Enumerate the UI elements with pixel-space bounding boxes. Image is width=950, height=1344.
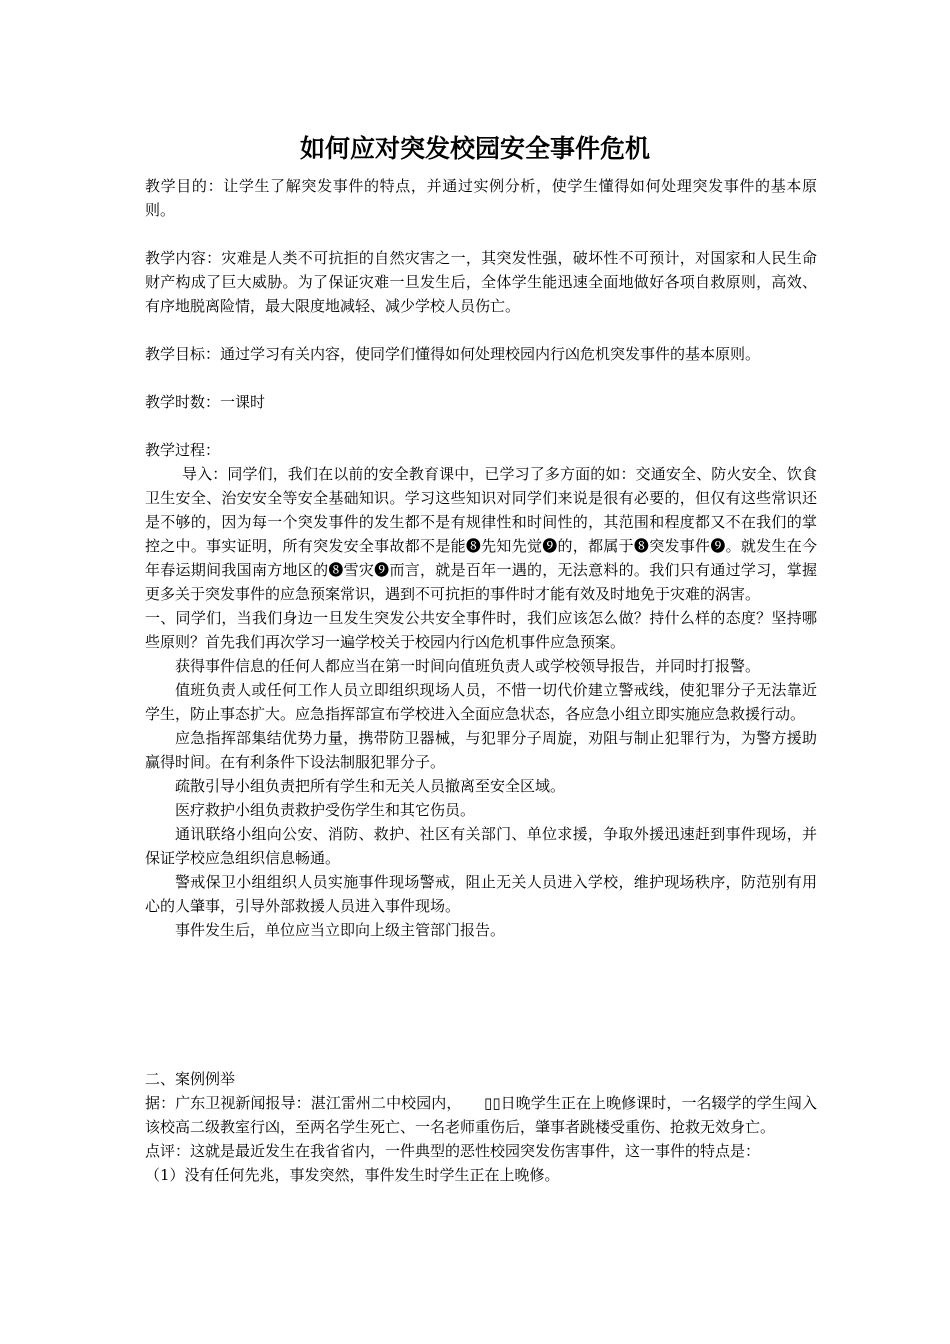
teaching-content: 教学内容：灾难是人类不可抗拒的自然灾害之一，其突发性强，破坏性不可预计，对国家和人民生命财产构成了巨大威胁。为了保证灾难一旦发生后，全体学生能迅速全面地做好各项自救原则，高效、有序地脱离险情，最大限度地减轻、减少学校人员伤亡。 xyxy=(145,249,817,315)
document-title: 如何应对突发校园安全事件危机 xyxy=(299,134,650,163)
intro-paragraph: 导入：同学们，我们在以前的安全教育课中，已学习了多方面的如：交通安全、防火安全、饮食卫生安全、治安安全等安全基础知识。学习这些知识对同学们来说是很有必要的，但仅有这些常识还是不够的，因为每一个突发事件的发生都不是有规律性和时间性的，其范围和程度都又不在我们的掌控之中。事实证明，所有突发安全事故都不是能❽先知先觉❾的，都属于❽突发事件❾。就发生在今年春运期间我国南方地区的❽雪灾❾而言，就是百年一遇的，无法意料的。我们只有通过学习，掌握更多关于突发事件的应急预案常识，遇到不可抗拒的事件时才能有效及时地免于灾难的涡害。 xyxy=(145,465,817,603)
case-section xyxy=(145,1067,817,1187)
step-item: 获得事件信息的任何人都应当在第一时间向值班负责人或学校领导报告，并同时打报警。 xyxy=(175,657,761,675)
step-item: 医疗救护小组负责救护受伤学生和其它伤员。 xyxy=(175,801,476,819)
teaching-process-label: 教学过程： xyxy=(145,441,221,459)
case-feature: （1）没有任何先兆，事发突然，事件发生时学生正在上晚修。 xyxy=(145,1166,560,1184)
case-report: 据：广东卫视新闻报导：湛江雷州二中校园内， ▯▯日晚学生正在上晚修课时，一名辍学的学生闯入该校高二级教室行凶，至两名学生死亡、一名老师重伤后，肇事者跳楼受重伤、抢救无效身亡。 xyxy=(145,1094,817,1136)
step-item: 通讯联络小组向公安、消防、救护、社区有关部门、单位求援，争取外援迅速赶到事件现场，并保证学校应急组织信息畅通。 xyxy=(145,825,817,867)
teaching-purpose: 教学目的：让学生了解突发事件的特点，并通过实例分析，使学生懂得如何处理突发事件的基本原则。 xyxy=(145,177,817,219)
document-body xyxy=(145,174,817,942)
case-heading: 二、案例例举 xyxy=(145,1070,236,1088)
teaching-hours: 教学时数：一课时 xyxy=(145,393,266,411)
point-one: 一、同学们，当我们身边一旦发生突发公共安全事件时，我们应该怎么做？持什么样的态度？坚持哪些原则？首先我们再次学习一遍学校关于校园内行凶危机事件应急预案。 xyxy=(145,609,817,651)
step-item: 值班负责人或任何工作人员立即组织现场人员，不惜一切代价建立警戒线，使犯罪分子无法靠近学生，防止事态扩大。应急指挥部宣布学校进入全面应急状态，各应急小组立即实施应急救援行动。 xyxy=(145,681,817,723)
step-item: 事件发生后，单位应当立即向上级主管部门报告。 xyxy=(175,921,506,939)
teaching-goal: 教学目标：通过学习有关内容，使同学们懂得如何处理校园内行凶危机突发事件的基本原则。 xyxy=(145,345,761,363)
step-item: 应急指挥部集结优势力量，携带防卫器械，与犯罪分子周旋，劝阻与制止犯罪行为，为警方援助赢得时间。在有利条件下设法制服犯罪分子。 xyxy=(145,729,817,771)
step-item: 疏散引导小组负责把所有学生和无关人员撤离至安全区域。 xyxy=(175,777,566,795)
case-comment: 点评：这就是最近发生在我省省内，一件典型的恶性校园突发伤害事件，这一事件的特点是： xyxy=(145,1142,761,1160)
step-item: 警戒保卫小组组织人员实施事件现场警戒，阻止无关人员进入学校，维护现场秩序，防范别有用心的人肇事，引导外部救援人员进入事件现场。 xyxy=(145,873,817,915)
